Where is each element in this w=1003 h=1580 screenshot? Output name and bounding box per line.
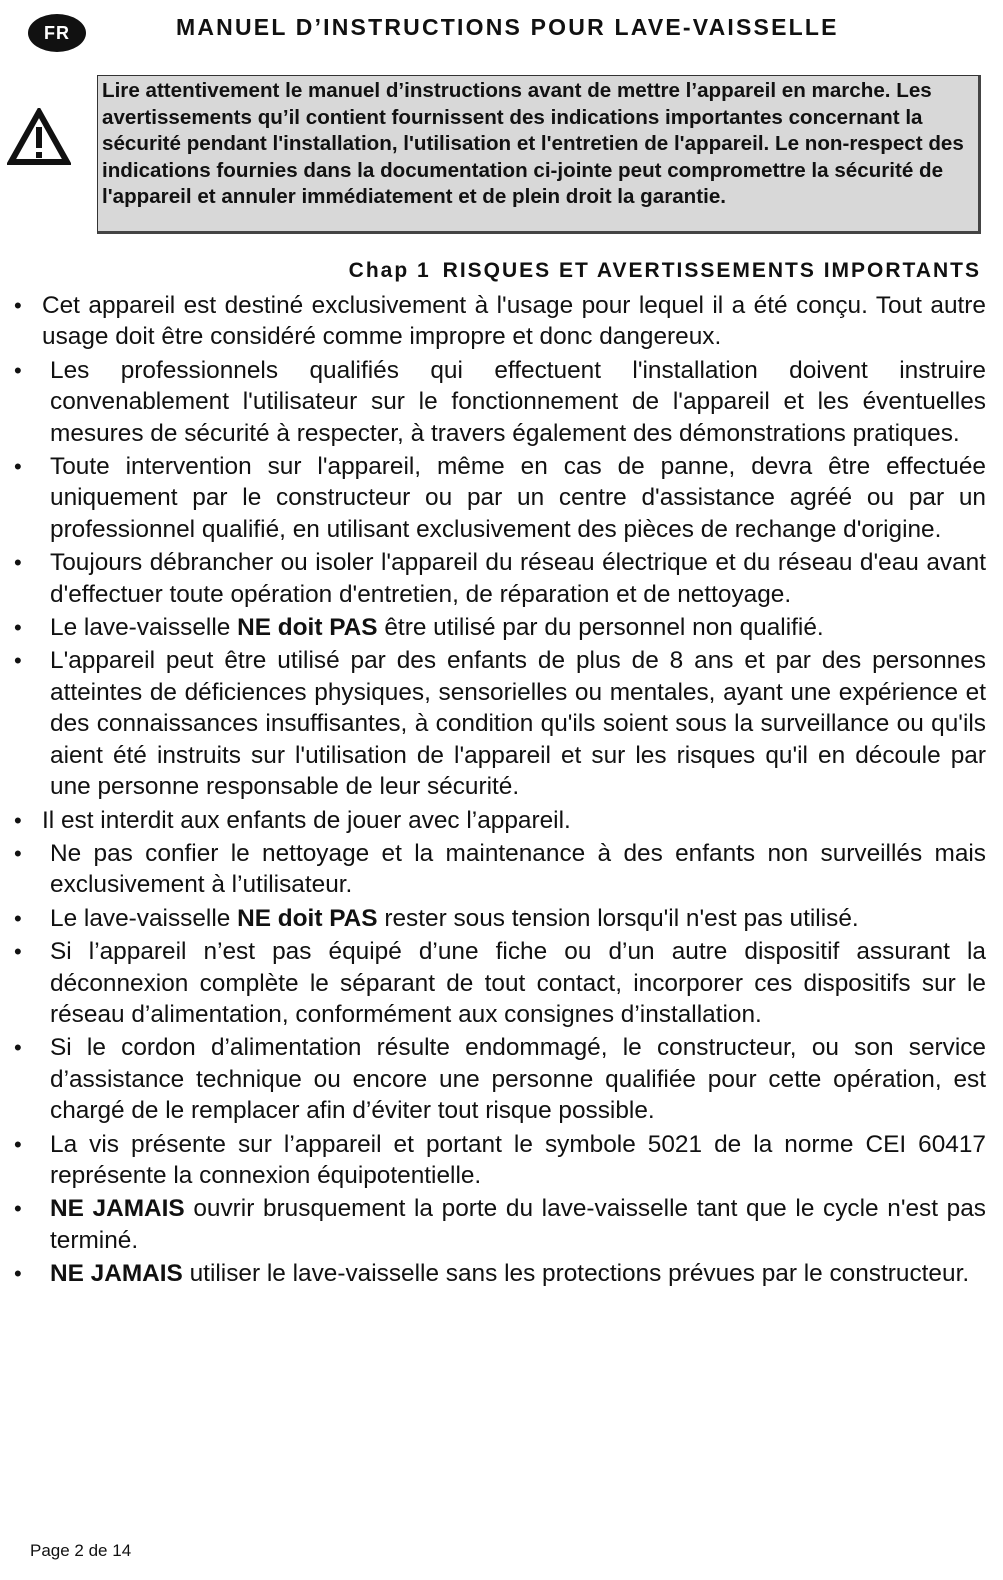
bullet-icon: • [14, 615, 22, 641]
bullet-icon: • [14, 840, 22, 866]
bullet-icon: • [14, 939, 22, 965]
list-item: • Toute intervention sur l'appareil, même en cas de panne, devra être effectuée uniquement par le constructeur ou par un centre d'assistance agréé ou par un professionnel qualifié, en utilisant exclusivement des pièces de rechange d'origine. [14, 453, 986, 543]
chapter-heading [349, 259, 981, 283]
bullet-icon: • [14, 1035, 22, 1061]
warnings-list [0, 290, 986, 1292]
list-item: • Le lave-vaisselle NE doit PAS rester sous tension lorsqu'il n'est pas utilisé. [0, 903, 986, 934]
list-item: • NE JAMAIS ouvrir brusquement la porte du lave-vaisselle tant que le cycle n'est pas terminé. [14, 1195, 986, 1254]
bullet-icon: • [14, 357, 22, 383]
bullet-icon: • [14, 550, 22, 576]
bullet-icon: • [14, 1196, 22, 1222]
document-title: MANUEL D’INSTRUCTIONS POUR LAVE-VAISSELLE [176, 14, 839, 40]
safety-notice-box [97, 75, 981, 234]
list-item: • Cet appareil est destiné exclusivement à l'usage pour lequel il a été conçu. Tout autre usage doit être considéré comme impropre et donc dangereux. [14, 292, 986, 351]
bullet-icon: • [14, 807, 22, 833]
list-item: • Toujours débrancher ou isoler l'appareil du réseau électrique et du réseau d'eau avant d'effectuer toute opération d'entretien, de réparation et de nettoyage. [14, 549, 986, 608]
bullet-icon: • [14, 648, 22, 674]
list-item: • NE JAMAIS utiliser le lave-vaisselle sans les protections prévues par le constructeur. [0, 1258, 986, 1289]
list-item: • Si le cordon d’alimentation résulte endommagé, le constructeur, ou son service d’assistance technique ou encore une personne qualifiée pour cette opération, est chargé de le remplacer afin d’éviter tout risque possible. [14, 1034, 986, 1125]
list-item: • L'appareil peut être utilisé par des enfants de plus de 8 ans et par des personnes atteintes de déficiences physiques, sensorielles ou mentales, ayant une expérience et des connaissances insuffisantes, à condition qu'ils soient sous la surveillance ou qu'ils aient été instruits sur l'utilisation de l'appareil et sur les risques qu'il en découle par une personne responsable de leur sécurité. [14, 647, 986, 801]
page-number: Page 2 de 14 [30, 1541, 132, 1560]
list-item: • Ne pas confier le nettoyage et la maintenance à des enfants non surveillés mais exclusivement à l’utilisateur. [14, 839, 986, 899]
bullet-icon: • [14, 905, 22, 931]
language-badge [28, 14, 86, 52]
list-item: • La vis présente sur l’appareil et portant le symbole 5021 de la norme CEI 60417 représente la connexion équipotentielle. [14, 1130, 986, 1189]
bullet-icon: • [14, 293, 22, 318]
language-code: FR [44, 22, 70, 43]
list-item: • Si l’appareil n’est pas équipé d’une fiche ou d’un autre dispositif assurant la déconnexion complète le séparant de tout contact, incorporer ces dispositifs sur le réseau d’alimentation, conformément aux consignes d’installation. [14, 938, 986, 1028]
chapter-number: Chap 1 [348, 259, 431, 282]
list-item: • Il est interdit aux enfants de jouer avec l’appareil. [0, 805, 986, 836]
list-item: • Les professionnels qualifiés qui effectuent l'installation doivent instruire convenablement l'utilisateur sur le fonctionnement de l'appareil et les éventuelles mesures de sécurité à respecter, à travers également des démonstrations pratiques. [14, 356, 986, 447]
warning-triangle-icon [7, 108, 71, 166]
bullet-icon: • [14, 1261, 22, 1287]
bullet-icon: • [14, 454, 22, 480]
chapter-title: RISQUES ET AVERTISSEMENTS IMPORTANTS [442, 259, 981, 282]
list-item: • Le lave-vaisselle NE doit PAS être utilisé par du personnel non qualifié. [0, 612, 986, 643]
safety-notice-text: Lire attentivement le manuel d’instructions avant de mettre l’appareil en marche. Les avertissements qu’il contient fournissent des indications importantes concernant la sécurité pendant l'installation, l'utilisation et l'entretien de l'appareil. Le non-respect des indications fournies dans la documentation ci-jointe peut compromettre la sécurité de l'appareil et annuler immédiatement et de plein droit la garantie. [102, 79, 964, 209]
bullet-icon: • [14, 1131, 22, 1157]
